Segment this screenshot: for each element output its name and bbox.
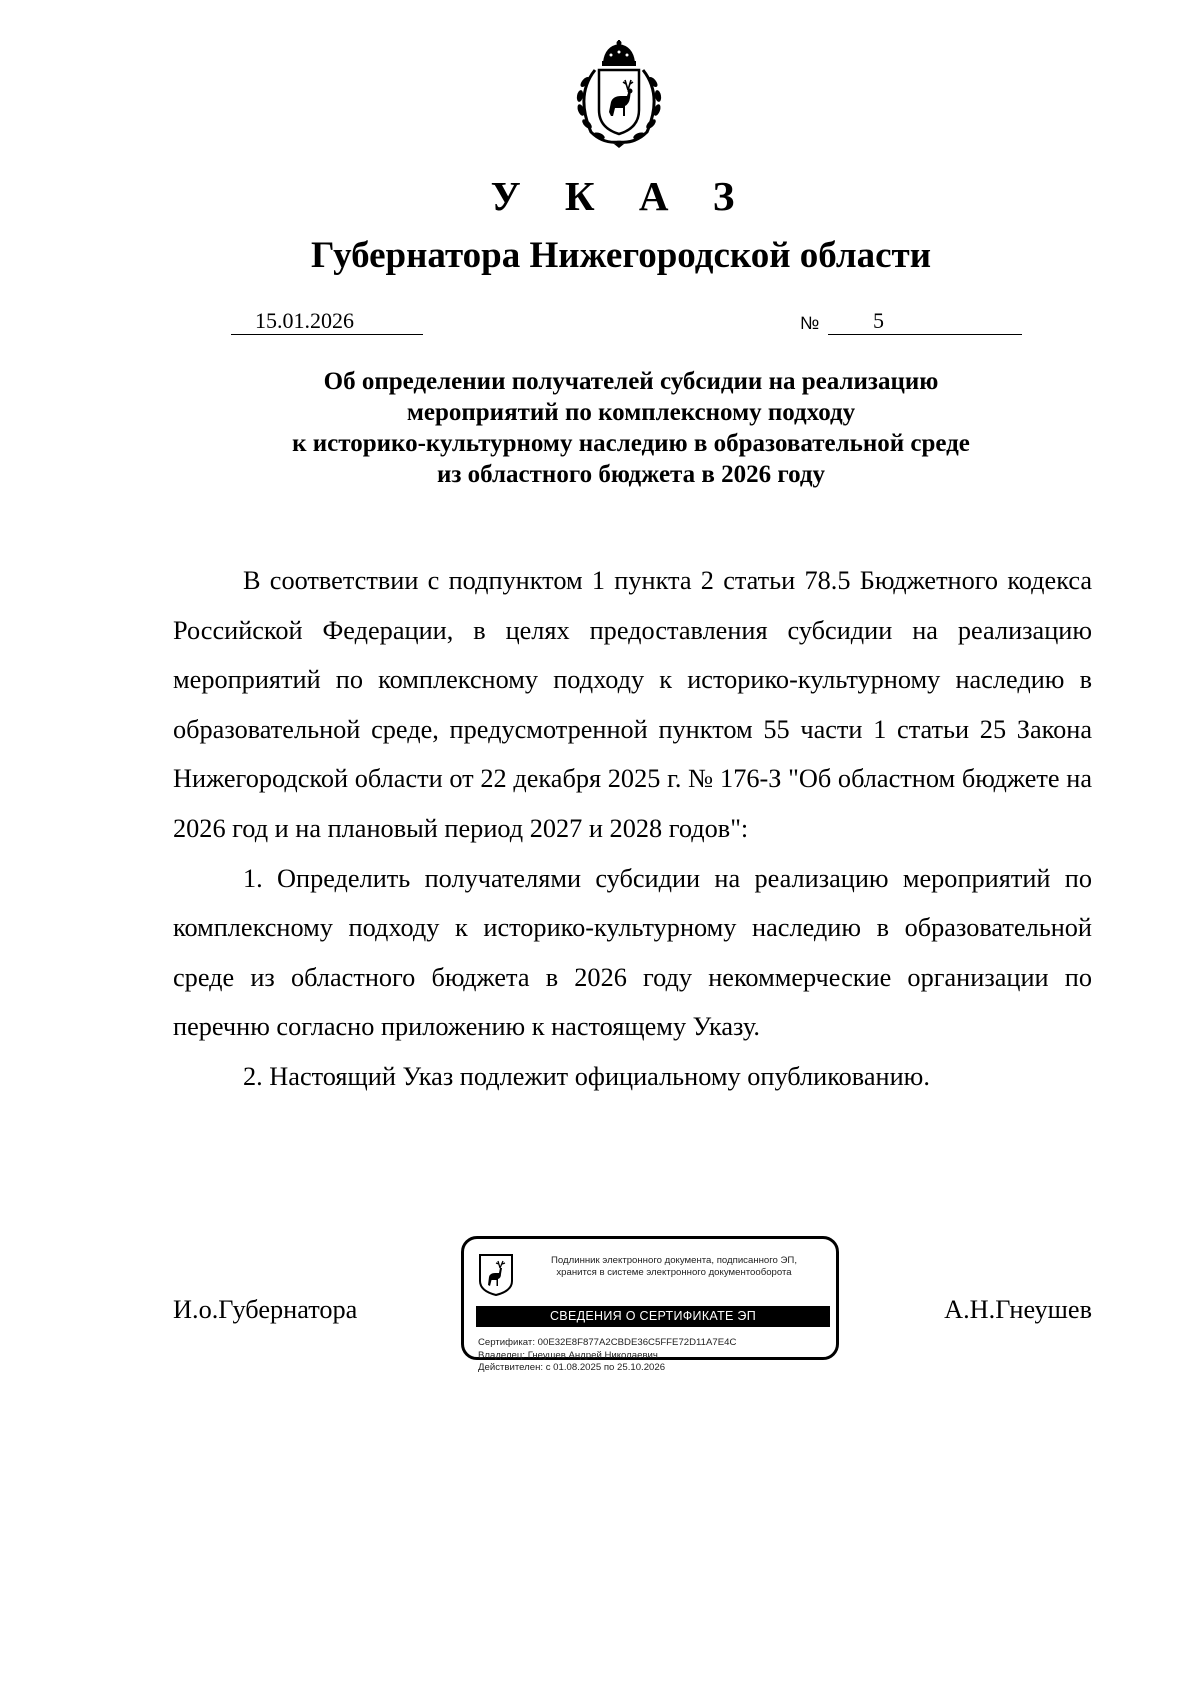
certificate-owner: Владелец: Гнеушев Андрей Николаевич [478, 1349, 658, 1361]
deer-shield-icon [478, 1253, 514, 1297]
certificate-id: Сертификат: 00E32E8F877A2CBDE36C5FFE72D11A7E4C [478, 1337, 737, 1348]
document-title [150, 366, 1112, 490]
body-paragraph: 1. Определить получателями субсидии на реализацию мероприятий по комплексному подходу к историко-культурному наследию в образовательной среде из областного бюджета в 2026 году некоммерческие организации по перечню согласно приложению к настоящему Указу. [173, 863, 1092, 1042]
certificate-info-bar: СВЕДЕНИЯ О СЕРТИФИКАТЕ ЭП [476, 1306, 830, 1327]
date-field [231, 308, 423, 335]
document-body [173, 556, 1092, 1102]
stamp-note [524, 1255, 824, 1279]
signer-position: И.о.Губернатора [173, 1295, 358, 1324]
number-field [828, 308, 1022, 335]
certificate-validity: Действителен: с 01.08.2025 по 25.10.2026 [478, 1362, 666, 1373]
certificate-details [478, 1337, 736, 1375]
title-line: к историко-культурному наследию в образовательной среде [292, 430, 970, 457]
title-line: из областного бюджета в 2026 году [436, 461, 826, 488]
document-number: 5 [873, 308, 884, 333]
document-date: 15.01.2026 [255, 308, 354, 333]
signer-name: А.Н.Гнеушев [944, 1295, 1092, 1324]
document-issuer: Губернатора Нижегородской области [310, 235, 932, 276]
document-type: У К А З [490, 173, 752, 219]
coat-of-arms-icon [565, 40, 673, 150]
title-line: Об определении получателей субсидии на реализацию [323, 368, 939, 395]
stamp-note-line: хранится в системе электронного документооборота [556, 1267, 792, 1278]
title-line: мероприятий по комплексному подходу [406, 399, 856, 426]
body-paragraph: 2. Настоящий Указ подлежит официальному опубликованию. [243, 1061, 930, 1091]
stamp-note-line: Подлинник электронного документа, подписанного ЭП, [551, 1255, 797, 1266]
number-sign: № [800, 313, 820, 333]
e-signature-stamp [461, 1236, 839, 1373]
body-paragraph: В соответствии с подпунктом 1 пункта 2 статьи 78.5 Бюджетного кодекса Российской Федерации, в целях предоставления субсидии на реализацию мероприятий по комплексному подходу к историко-культурному наследию в образовательной среде, предусмотренной пунктом 55 части 1 статьи 25 Закона Нижегородской области от 22 декабря 2025 г. № 176-З "Об областном бюджете на 2026 год и на плановый период 2027 и 2028 годов": [173, 566, 1092, 843]
